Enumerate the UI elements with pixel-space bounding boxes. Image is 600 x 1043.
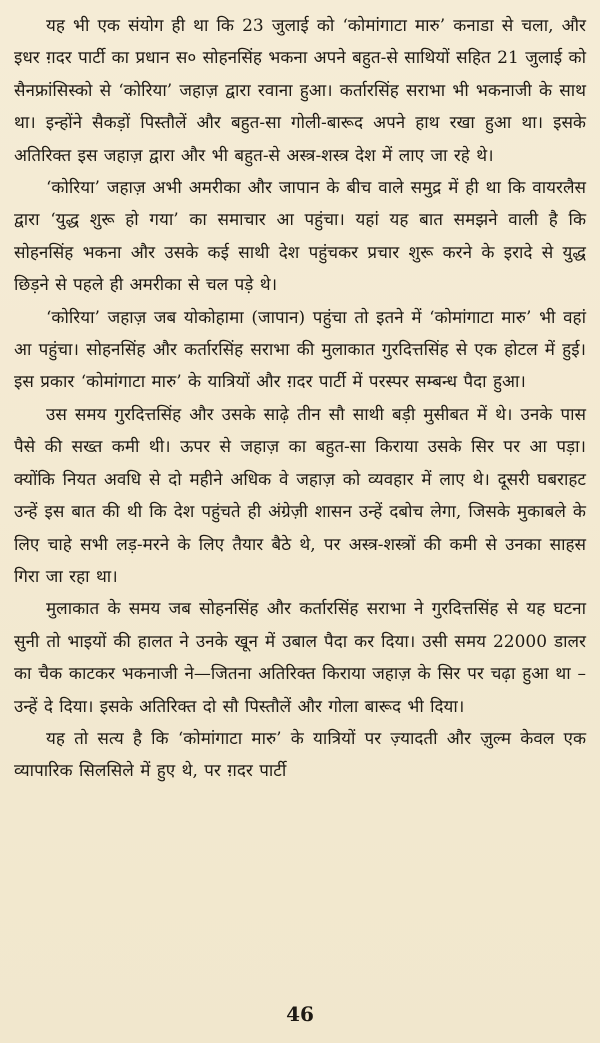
paragraph-1: यह भी एक संयोग ही था कि 23 जुलाई को ‘कोमांगाटा मारु’ कनाडा से चला, और इधर ग़दर पार्टी का प्रधान स० सोहनसिंह भकना अपने बहुत-से साथियों सहित 21 जुलाई को सैनफ्रांसिस्को से ‘कोरिया’ जहाज़ द्वारा रवाना हुआ। कर्तारसिंह सराभा भी भकनाजी के साथ था। इन्होंने सैकड़ों पिस्तौलें और बहुत-सा गोली-बारूद अपने हाथ रखा हुआ था। इसके अतिरिक्त इस जहाज़ द्वारा और भी बहुत-से अस्त्र-शस्त्र देश में लाए जा रहे थे। [14, 16, 586, 166]
paragraph-6: यह तो सत्य है कि ‘कोमांगाटा मारु’ के यात्रियों पर ज़्यादती और ज़ुल्म केवल एक व्यापारिक सिलसिले में हुए थे, पर ग़दर पार्टी [14, 728, 586, 782]
paragraph-4: उस समय गुरदित्तसिंह और उसके साढ़े तीन सौ साथी बड़ी मुसीबत में थे। उनके पास पैसे की सख्त कमी थी। ऊपर से जहाज़ का बहुत-सा किराया उसके सिर पर आ पड़ा। क्योंकि नियत अवधि से दो महीने अधिक वे जहाज़ को व्यवहार में लाए थे। दूसरी घबराहट उन्हें इस बात की थी कि देश पहुंचते ही अंग्रेज़ी शासन उन्हें दबोच लेगा, जिसके मुकाबले के लिए चाहे सभी लड़-मरने के लिए तैयार बैठे थे, पर अस्त्र-शस्त्रों की कमी से उनका साहस गिरा जा रहा था। [14, 404, 586, 587]
paragraph-5: मुलाकात के समय जब सोहनसिंह और कर्तारसिंह सराभा ने गुरदित्तसिंह से यह घटना सुनी तो भाइयों की हालत ने उनके खून में उबाल पैदा कर दिया। उसी समय 22000 डालर का चैक काटकर भकनाजी ने—जितना अतिरिक्त किराया जहाज़ के सिर पर चढ़ा हुआ था –उन्हें दे दिया। इसके अतिरिक्त दो सौ पिस्तौलें और गोला बारूद भी दिया। [14, 599, 586, 717]
paragraph-3: ‘कोरिया’ जहाज़ जब योकोहामा (जापान) पहुंचा तो इतने में ‘कोमांगाटा मारु’ भी वहां आ पहुंचा। सोहनसिंह और कर्तारसिंह सराभा की मुलाकात गुरदित्तसिंह से एक होटल में हुई। इस प्रकार ‘कोमांगाटा मारु’ के यात्रियों और ग़दर पार्टी में परस्पर सम्बन्ध पैदा हुआ। [14, 307, 586, 393]
paragraph-2: ‘कोरिया’ जहाज़ अभी अमरीका और जापान के बीच वाले समुद्र में ही था कि वायरलैस द्वारा ‘युद्ध शुरू हो गया’ का समाचार आ पहुंचा। यहां यह बात समझने वाली है कि सोहनसिंह भकना और उसके कई साथी देश पहुंचकर प्रचार शुरू करने के इरादे से युद्ध छिड़ने से पहले ही अमरीका से चल पड़े थे। [14, 178, 586, 296]
page-number: 46 [286, 1002, 314, 1026]
